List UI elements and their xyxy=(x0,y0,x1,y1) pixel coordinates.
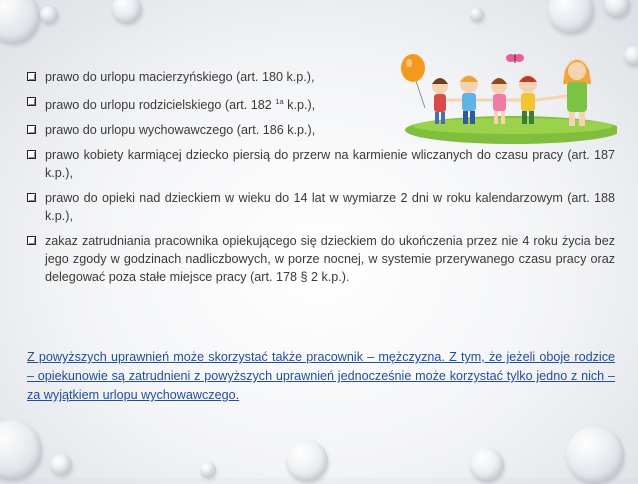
list-item xyxy=(27,146,615,182)
superscript: 1a xyxy=(275,97,284,106)
list-item xyxy=(27,121,400,139)
list-item-text-suffix: k.p.), xyxy=(283,98,316,113)
list-item-text: prawo do urlopu rodzicielskiego (art. 182 xyxy=(45,98,276,113)
list-item xyxy=(27,68,400,86)
list-item xyxy=(27,93,400,114)
list-item-text: zakaz zatrudniania pracownika opiekującego się dzieckiem do ukończenia przez nie 4 roku życia bez jego zgody w godzinach nadliczbowych, w porze nocnej, w systemie przerywanego czasu pracy oraz delegować poza stałe miejsce pracy (art. 178 § 2 k.p.). xyxy=(45,234,615,285)
summary-period: . xyxy=(235,388,240,402)
list-item-text: prawo do opieki nad dzieckiem w wieku do 14 lat w wymiarze 2 dni w roku kalendarzowym (art. 188 k.p.), xyxy=(45,191,615,224)
checkbox-bullet-icon xyxy=(27,125,36,134)
checkbox-bullet-icon xyxy=(27,97,36,106)
list-item-text: prawo do urlopu macierzyńskiego (art. 180 k.p.), xyxy=(45,70,315,84)
summary-paragraph xyxy=(27,348,615,405)
butterfly-icon xyxy=(506,54,524,63)
rights-list xyxy=(27,68,615,293)
checkbox-bullet-icon xyxy=(27,150,36,159)
summary-text: Z powyższych uprawnień może skorzystać także pracownik – mężczyzna. Z tym, że jeżeli oboje rodzice – opiekunowie są zatrudnieni z powyższych uprawnień jednocześnie może korzystać tylko jedno z nich – za wyjątkiem urlopu wychowawczego xyxy=(27,350,615,402)
list-item xyxy=(27,189,615,225)
list-item-text: prawo kobiety karmiącej dziecko piersią do przerw na karmienie wliczanych do czasu pracy (art. 187 k.p.), xyxy=(45,148,615,181)
checkbox-bullet-icon xyxy=(27,193,36,202)
checkbox-bullet-icon xyxy=(27,236,36,245)
checkbox-bullet-icon xyxy=(27,72,36,81)
list-item-text: prawo do urlopu wychowawczego (art. 186 k.p.), xyxy=(45,123,316,138)
list-item xyxy=(27,232,615,286)
